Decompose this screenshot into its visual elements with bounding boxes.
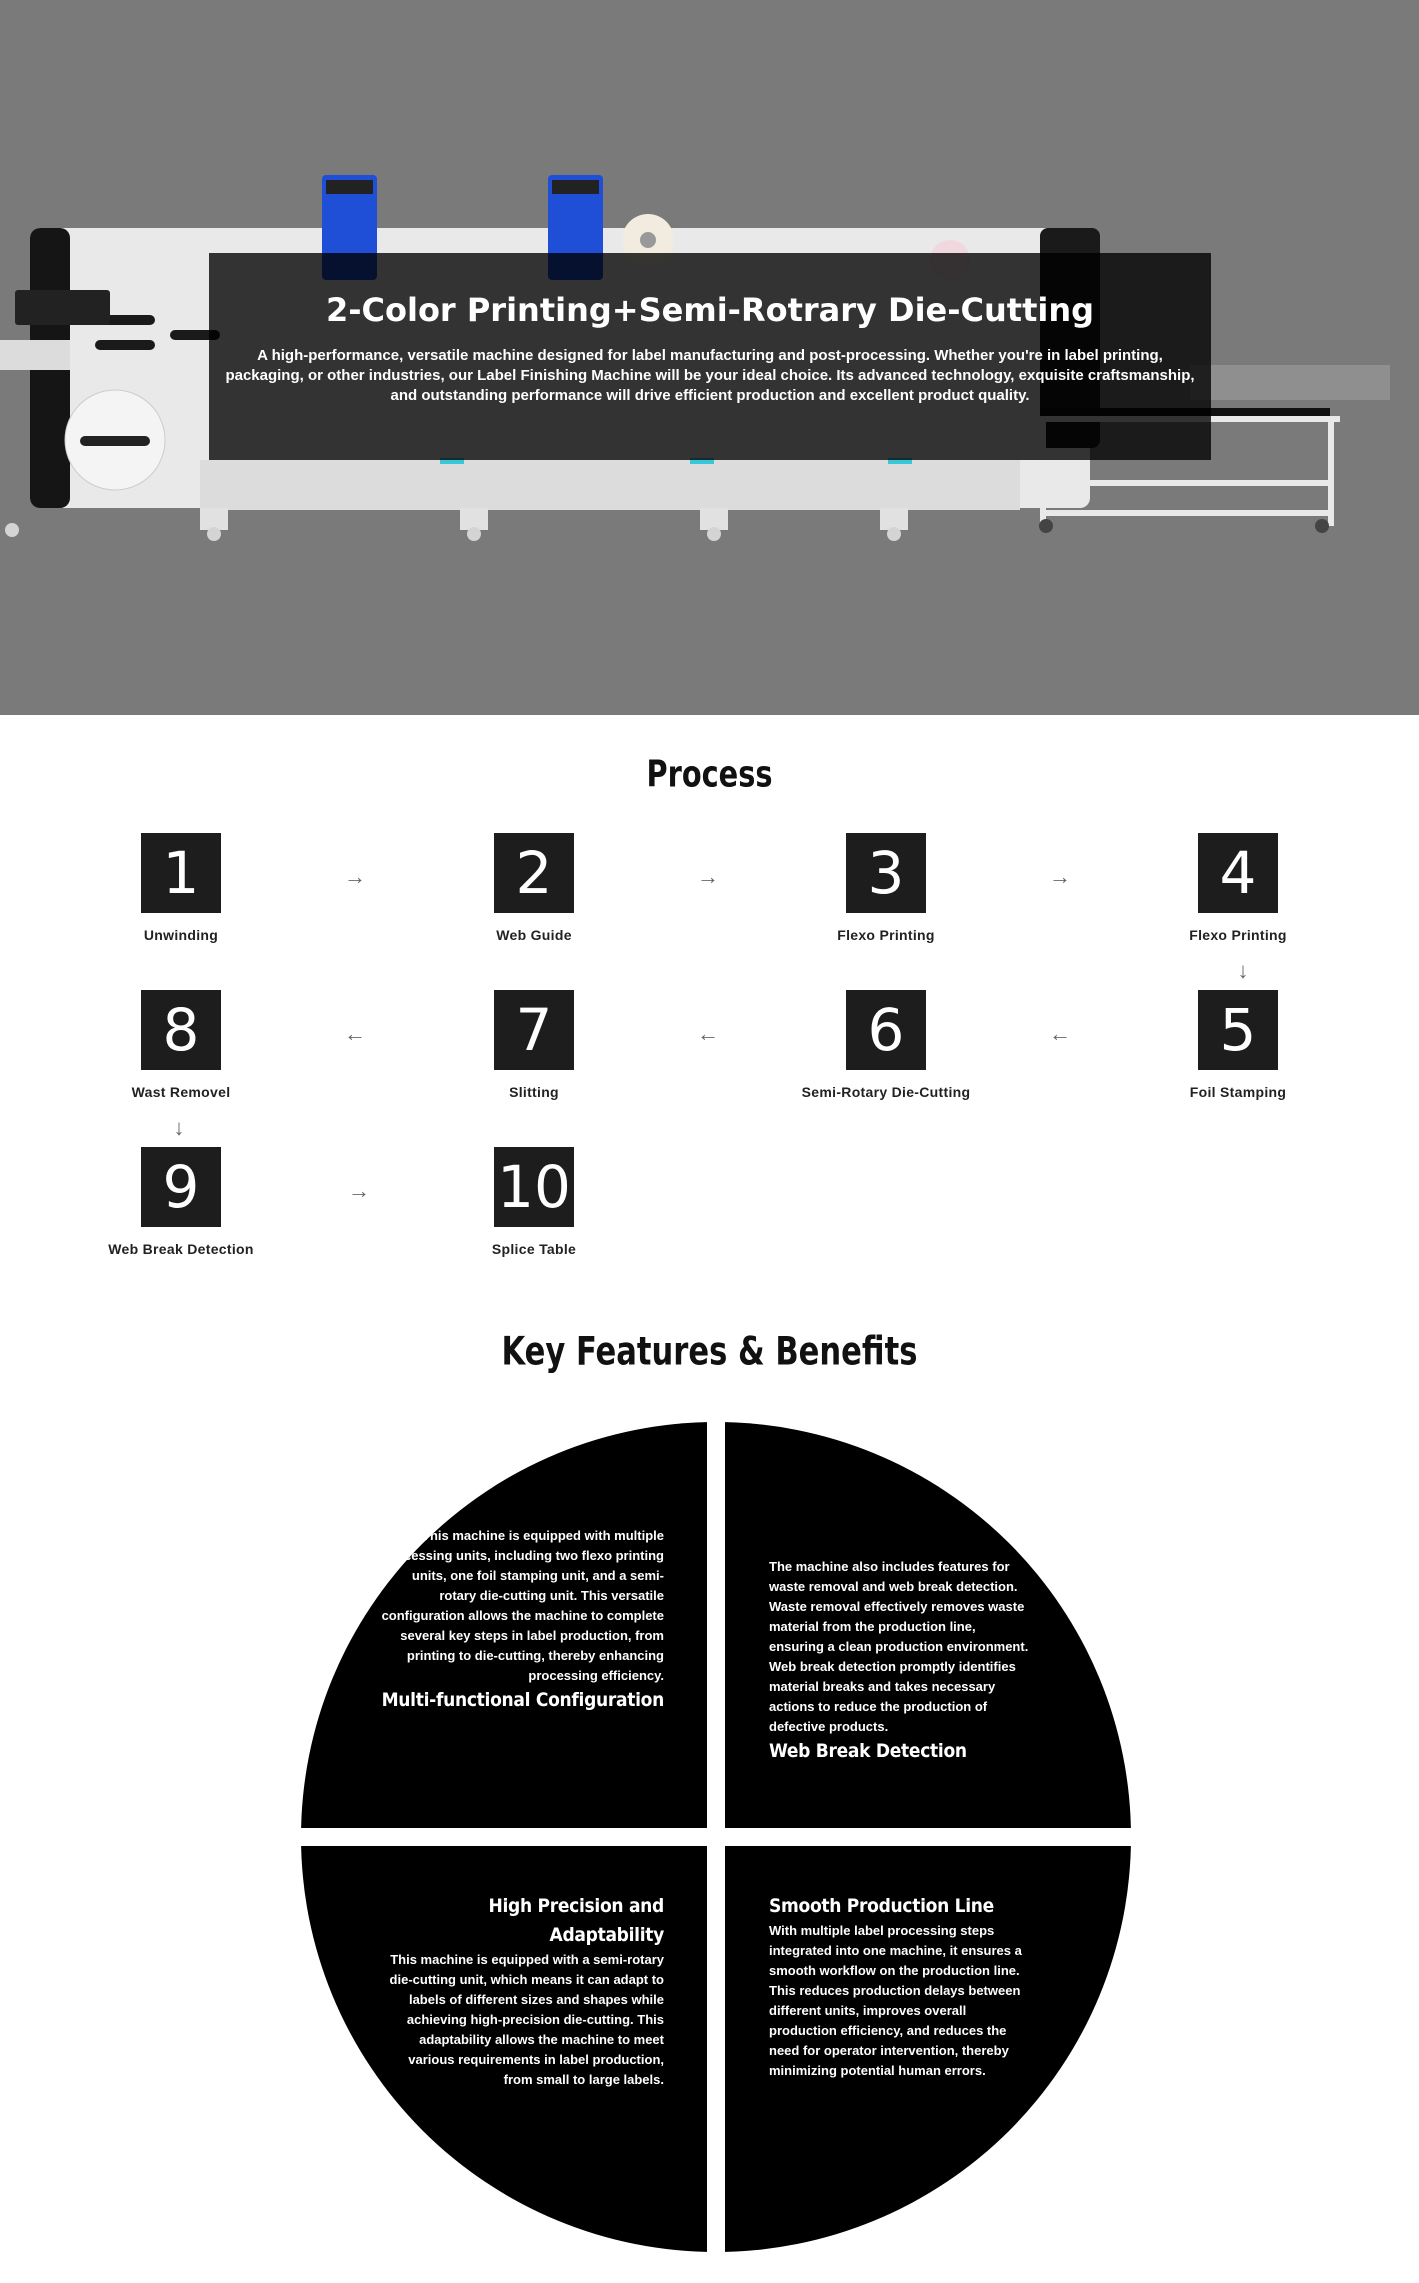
process-step-7 [414, 990, 654, 1100]
process-title: Process [646, 752, 773, 796]
hero-title: 2-Color Printing+Semi-Rotrary Die-Cutting [325, 291, 1095, 329]
machine-lower-body [200, 460, 1020, 510]
step-number: 1 [141, 833, 221, 913]
arrow-right-icon: → [1049, 864, 1071, 889]
control-panel [15, 290, 110, 325]
step-label: Flexo Printing [1189, 927, 1287, 943]
arrow-down-icon: ↓ [173, 1115, 185, 1140]
arrow-down-icon: ↓ [1237, 958, 1249, 983]
arrow-right-icon: → [348, 1178, 370, 1203]
step-number: 4 [1198, 833, 1278, 913]
process-step-10 [414, 1147, 654, 1257]
splice-table [1190, 365, 1390, 400]
step-label: Slitting [509, 1084, 559, 1100]
process-step-1 [61, 833, 301, 943]
step-number: 8 [141, 990, 221, 1070]
step-number: 5 [1198, 990, 1278, 1070]
process-step-2 [414, 833, 654, 943]
feature-smooth-line [769, 1892, 1033, 2081]
hero-caption-panel [209, 253, 1211, 460]
features-circle [301, 1422, 1131, 2252]
feature-heading: Smooth Production Line [769, 1895, 994, 1917]
feature-multi-functional [378, 1526, 664, 1715]
feature-precision [378, 1892, 664, 2090]
hero-description: A high-performance, versatile machine designed for label manufacturing and post-processing. Whether you're in label printing, packaging, or other industries, our Label Finishing Machine will be your ideal choice. Its advanced technology, exquisite craftsmanship, and outstanding performance will drive efficient production and excellent product quality. [225, 347, 1195, 405]
process-step-6 [766, 990, 1006, 1100]
step-label: Splice Table [491, 1241, 577, 1257]
process-step-9 [61, 1147, 301, 1257]
feature-heading: Web Break Detection [769, 1740, 967, 1762]
feature-heading: High Precision and Adaptability [488, 1895, 664, 1946]
arrow-right-icon: → [697, 864, 719, 889]
step-label: Web Guide [496, 927, 572, 943]
arrow-right-icon: → [344, 864, 366, 889]
step-number: 10 [494, 1147, 574, 1227]
feature-body: This machine is equipped with multiple processing units, including two flexo printing units, one foil stamping unit, and a semi-rotary die-cutting unit. This versatile configuration allows the machine to complete several key steps in label production, from printing to die-cutting, thereby enhancing processing efficiency. [381, 1528, 664, 1683]
step-label: Unwinding [143, 927, 219, 943]
step-label: Flexo Printing [837, 927, 935, 943]
step-number: 3 [846, 833, 926, 913]
step-label: Wast Removel [131, 1084, 231, 1100]
feature-heading: Multi-functional Configuration [381, 1689, 664, 1711]
process-step-5 [1118, 990, 1358, 1100]
feature-body: This machine is equipped with a semi-rotary die-cutting unit, which means it can adapt to labels of different sizes and shapes while achieving high-precision die-cutting. This adaptability allows the machine to meet various requirements in label production, from small to large labels. [389, 1952, 664, 2087]
feature-body: The machine also includes features for waste removal and web break detection. Waste removal effectively removes waste material from the production line, ensuring a clean production environment. Web break detection promptly identifies material breaks and takes necessary actions to reduce the production of defective products. [769, 1559, 1029, 1734]
arrow-left-icon: ← [697, 1021, 719, 1046]
step-number: 2 [494, 833, 574, 913]
step-label: Foil Stamping [1189, 1084, 1287, 1100]
step-label: Semi-Rotary Die-Cutting [801, 1084, 971, 1100]
step-number: 6 [846, 990, 926, 1070]
hero-banner [0, 0, 1419, 715]
process-step-8 [61, 990, 301, 1100]
step-number: 7 [494, 990, 574, 1070]
process-step-4 [1118, 833, 1358, 943]
step-label: Web Break Detection [108, 1241, 254, 1257]
arrow-left-icon: ← [344, 1021, 366, 1046]
step-number: 9 [141, 1147, 221, 1227]
arrow-left-icon: ← [1049, 1021, 1071, 1046]
feature-body: With multiple label processing steps integrated into one machine, it ensures a smooth workflow on the production line. This reduces production delays between different units, improves overall production efficiency, and reduces the need for operator intervention, thereby minimizing potential human errors. [769, 1923, 1022, 2078]
process-step-3 [766, 833, 1006, 943]
feature-web-break [769, 1557, 1033, 1766]
features-title: Key Features & Benefits [501, 1329, 918, 1375]
